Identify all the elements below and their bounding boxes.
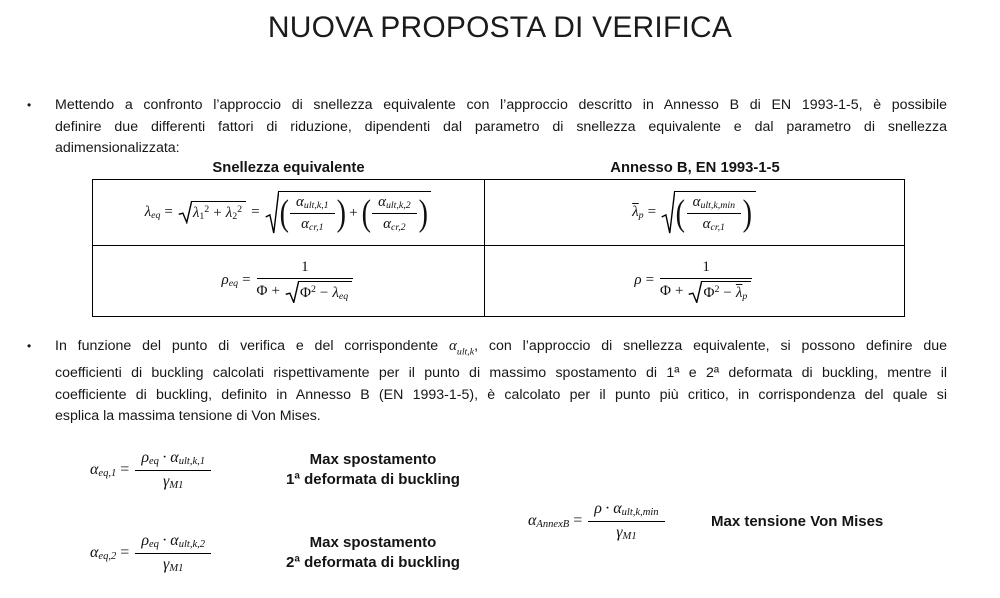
square-root xyxy=(688,281,751,303)
formula-table xyxy=(92,179,905,317)
superscript: 2 xyxy=(310,283,316,295)
page-title: NUOVA PROPOSTA DI VERIFICA xyxy=(267,11,733,44)
paragraph-buckling-coefficients xyxy=(27,336,948,428)
equals-sign: = xyxy=(120,543,130,561)
expression xyxy=(193,204,242,222)
radicand xyxy=(278,191,432,234)
symbol-alpha: α xyxy=(528,511,537,529)
denominator xyxy=(135,471,211,491)
numerator xyxy=(135,449,211,470)
equals-sign: = xyxy=(573,511,583,529)
symbol-alpha: α xyxy=(378,193,386,210)
label-mode2 xyxy=(268,533,478,573)
formula-alpha-eq2 xyxy=(90,526,213,580)
expression xyxy=(257,283,284,300)
number-one: 1 xyxy=(702,258,710,275)
symbol-lambda: λ xyxy=(144,203,152,220)
square-root xyxy=(178,201,246,223)
symbol-lambda: λ xyxy=(332,284,339,301)
radicand xyxy=(674,191,755,234)
denominator xyxy=(135,554,211,574)
radicand xyxy=(298,281,352,303)
denominator xyxy=(290,214,335,233)
subscript: cr,2 xyxy=(391,222,406,234)
numerator xyxy=(588,500,664,521)
table-cell-lambda-p xyxy=(485,180,904,246)
numerator xyxy=(135,532,211,553)
table-cell-rho-eq xyxy=(93,246,485,316)
subscript: 1 xyxy=(199,211,205,223)
subscript: eq,2 xyxy=(98,551,117,563)
subscript: M1 xyxy=(169,479,184,491)
plus-sign: + xyxy=(213,205,222,222)
symbol-phi: Φ xyxy=(660,283,672,300)
formula-lhs xyxy=(634,272,658,289)
plus-sign: + xyxy=(349,204,358,221)
paragraph-line xyxy=(55,336,947,363)
symbol-alpha: α xyxy=(301,215,309,232)
right-paren: ) xyxy=(336,192,346,234)
numerator xyxy=(687,194,741,214)
fraction xyxy=(135,449,211,490)
equals-sign: = xyxy=(251,203,260,220)
symbol-alpha: α xyxy=(702,215,711,232)
numerator xyxy=(372,194,417,214)
denominator xyxy=(687,214,741,233)
fraction xyxy=(372,194,417,233)
formula-alpha-annexb xyxy=(528,494,667,548)
formula-lhs xyxy=(90,461,133,479)
subscript: eq xyxy=(149,456,159,468)
left-paren: ( xyxy=(675,192,686,234)
radical-sign-icon xyxy=(688,281,702,303)
expression xyxy=(660,283,687,300)
paragraph-line: esplica la massima tensione di Von Mises. xyxy=(55,408,321,425)
radical-sign-icon xyxy=(285,281,299,303)
subscript: eq,1 xyxy=(98,468,117,480)
symbol-gamma: γ xyxy=(163,555,170,573)
formula-lhs xyxy=(90,544,133,562)
symbol-rho: ρ xyxy=(141,532,149,550)
square-root xyxy=(661,191,755,234)
radicand xyxy=(701,281,751,303)
subscript: AnnexB xyxy=(536,519,570,531)
formula-lhs xyxy=(145,204,177,221)
symbol-alpha: α xyxy=(692,193,701,210)
equals-sign: = xyxy=(164,203,173,220)
symbol-alpha: α xyxy=(296,193,304,210)
fraction xyxy=(135,532,211,573)
label-line: 1ª deformata di buckling xyxy=(286,471,460,488)
subscript: eq xyxy=(228,278,239,290)
label-line: 2ª deformata di buckling xyxy=(286,554,460,571)
symbol-alpha: α xyxy=(449,338,457,354)
dot-operator: · xyxy=(161,532,168,550)
text-segment: In funzione del punto di verifica e del corrispondente xyxy=(55,338,449,354)
formula-lhs xyxy=(632,204,660,221)
subscript: ult,k,min xyxy=(621,507,659,519)
symbol-lambda: λ xyxy=(192,205,200,222)
fraction xyxy=(290,194,335,233)
subscript: ult,k,2 xyxy=(178,539,206,551)
subscript: M1 xyxy=(622,530,637,542)
fraction xyxy=(588,500,664,541)
table-cell-lambda-eq xyxy=(93,180,485,246)
subscript: ult,k,1 xyxy=(303,199,329,211)
superscript: 2 xyxy=(237,204,243,216)
label-mode1 xyxy=(268,450,478,490)
numerator xyxy=(257,259,354,279)
table-header-equivalent-slenderness: Snellezza equivalente xyxy=(212,160,365,176)
symbol-rho: ρ xyxy=(594,500,602,518)
symbol-lambda-bar: $\overline{\lambda}$ xyxy=(735,284,743,301)
symbol-rho: ρ xyxy=(141,449,149,467)
equals-sign: = xyxy=(242,272,251,289)
equals-sign: = xyxy=(120,460,130,478)
symbol-alpha: α xyxy=(90,460,99,478)
bullet-icon: • xyxy=(27,98,32,112)
symbol-alpha: α xyxy=(170,449,179,467)
denominator xyxy=(588,522,664,542)
denominator xyxy=(257,279,354,303)
fraction xyxy=(687,194,741,233)
subscript: p xyxy=(742,291,748,303)
symbol-gamma: γ xyxy=(616,523,623,541)
label-line: Max spostamento xyxy=(309,534,437,551)
symbol-rho: ρ xyxy=(221,272,229,289)
numerator xyxy=(660,259,752,279)
radicand xyxy=(191,201,246,223)
denominator xyxy=(372,214,417,233)
formula-rho xyxy=(634,259,754,303)
paragraph-line: adimensionalizzata: xyxy=(55,140,180,157)
symbol-rho: ρ xyxy=(634,272,642,289)
formula-lhs xyxy=(222,272,255,289)
symbol-alpha: α xyxy=(613,500,622,518)
table-cell-rho xyxy=(485,246,904,316)
square-root xyxy=(285,281,352,303)
symbol-alpha: α xyxy=(383,215,392,232)
paragraph-line: definire due differenti fattori di riduzione, dipendenti dal parametro di snellezza equivalente e dal parametro di snellezza xyxy=(55,118,947,135)
plus-sign: + xyxy=(271,283,280,300)
symbol-phi: Φ xyxy=(299,284,311,301)
subscript: ult,k,1 xyxy=(178,456,206,468)
radical-sign-icon xyxy=(265,191,279,234)
symbol-lambda: λ xyxy=(225,205,233,222)
square-root xyxy=(265,191,432,234)
numerator xyxy=(290,194,335,214)
dot-operator: · xyxy=(604,500,611,518)
subscript: ult,k xyxy=(456,346,475,358)
symbol-phi: Φ xyxy=(256,283,268,300)
subscript: ult,k,min xyxy=(700,199,736,211)
subscript: eq xyxy=(151,210,161,222)
left-paren: ( xyxy=(361,192,371,234)
subscript: cr,1 xyxy=(308,222,324,234)
subscript: cr,1 xyxy=(710,222,725,234)
paragraph-line: coefficienti di buckling calcolati rispettivamente per il punto di massimo spostamento di 1ª e 2ª deformata di buckling, mentre il xyxy=(55,364,947,381)
formula-alpha-eq1 xyxy=(90,443,213,497)
paragraph-line: coefficiente di buckling, definito in Annesso B (EN 1993-1-5), è calcolato per il punto più critico, in corrispondenza del quale si xyxy=(55,386,947,403)
plus-sign: + xyxy=(675,283,684,300)
symbol-lambda-bar: $\overline{\lambda}$ xyxy=(632,203,639,220)
table-header-annex-b: Annesso B, EN 1993-1-5 xyxy=(610,160,780,176)
subscript: M1 xyxy=(169,562,184,574)
paragraph-line: Mettendo a confronto l’approccio di snellezza equivalente con l’approccio descritto in Annesso B di EN 1993-1-5, è possibile xyxy=(55,97,947,113)
symbol-phi: Φ xyxy=(703,284,715,301)
dot-operator: · xyxy=(161,449,168,467)
label-von-mises: Max tensione Von Mises xyxy=(711,513,884,530)
fraction xyxy=(257,259,354,303)
number-one: 1 xyxy=(301,258,309,275)
fraction xyxy=(660,259,752,303)
formula-lambda-eq xyxy=(145,191,433,234)
symbol-alpha: α xyxy=(90,543,99,561)
superscript: 2 xyxy=(714,283,720,295)
label-line: Max spostamento xyxy=(309,451,437,468)
paragraph-slenderness-comparison xyxy=(27,95,947,160)
minus-sign: − xyxy=(319,284,329,301)
left-paren: ( xyxy=(279,192,289,234)
inline-math-alpha-ultk xyxy=(449,338,475,358)
subscript: p xyxy=(638,210,644,222)
subscript: ult,k,2 xyxy=(385,199,411,211)
formula-lhs xyxy=(528,512,586,530)
radical-sign-icon xyxy=(178,201,192,223)
equals-sign: = xyxy=(647,203,657,220)
subscript: 2 xyxy=(232,211,238,223)
subscript: eq xyxy=(338,291,349,303)
formula-lambda-p-bar xyxy=(632,191,756,234)
denominator xyxy=(660,279,752,303)
radical-sign-icon xyxy=(661,191,675,234)
minus-sign: − xyxy=(723,284,732,301)
equals-sign: = xyxy=(645,272,655,289)
subscript: eq xyxy=(149,539,159,551)
right-paren: ) xyxy=(742,192,752,234)
symbol-alpha: α xyxy=(170,532,179,550)
superscript: 2 xyxy=(204,204,210,216)
text-segment: , con l’approccio di snellezza equivalente, si possono definire due xyxy=(474,338,948,354)
expression xyxy=(247,204,263,221)
symbol-gamma: γ xyxy=(163,472,170,490)
bullet-icon: • xyxy=(27,339,32,353)
right-paren: ) xyxy=(418,192,428,234)
formula-rho-eq xyxy=(222,259,356,303)
